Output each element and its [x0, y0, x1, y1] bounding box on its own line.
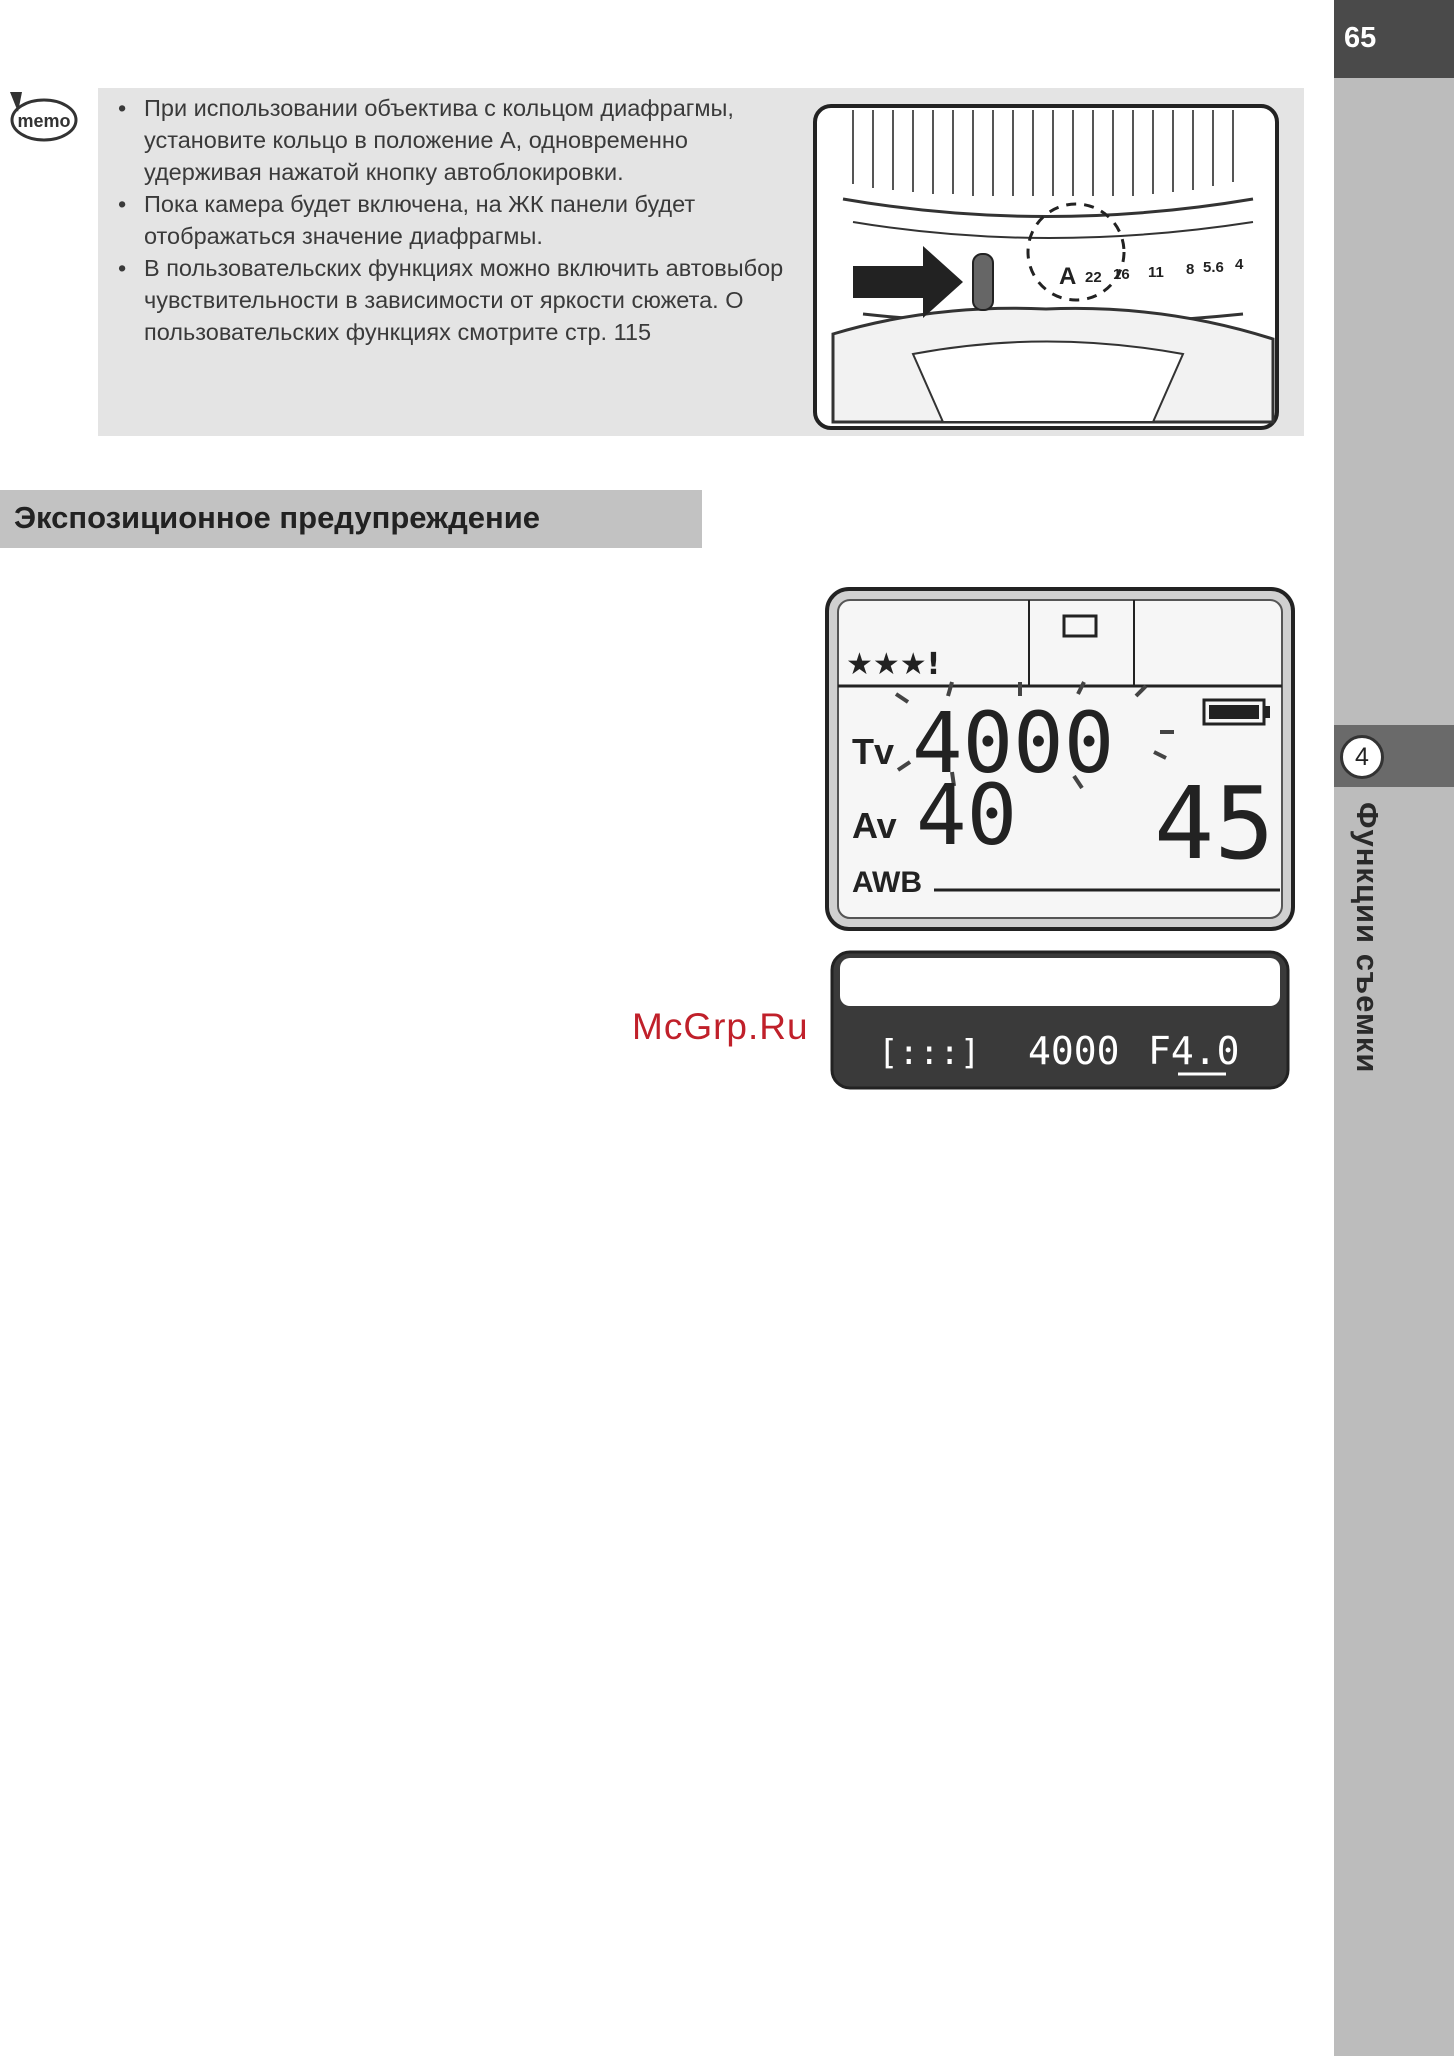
lcd-panel-illustration: [824, 586, 1296, 932]
chapter-title: Функции съемки: [1350, 802, 1385, 1074]
lcd-frames-remaining: 45: [1154, 765, 1275, 882]
lcd-stars: ★★★!: [846, 647, 941, 682]
lcd-wb: AWB: [852, 866, 922, 899]
page-number: 65: [1344, 22, 1377, 54]
lcd-av-label: Av: [852, 805, 897, 846]
viewfinder-shutter: 4000: [1028, 1029, 1120, 1073]
lens-aperture-ring-illustration: [813, 104, 1279, 430]
memo-icon-label: memo: [17, 111, 71, 131]
watermark: McGrp.Ru: [632, 1006, 809, 1047]
memo-list: [116, 92, 806, 348]
memo-bullet: • Пока камера будет включена, на ЖК панели будет отображаться значение диафрагмы.: [116, 188, 806, 252]
memo-icon: [4, 86, 80, 146]
lcd-tv-label: Tv: [852, 731, 895, 772]
aperture-value: 5.6: [1203, 259, 1224, 276]
aperture-value: 4: [1235, 256, 1244, 273]
lcd-aperture: 40: [916, 766, 1018, 864]
viewfinder-display-illustration: [830, 950, 1290, 1090]
viewfinder-aperture: F4.0: [1148, 1029, 1240, 1073]
memo-bullet: • При использовании объектива с кольцом диафрагмы, установите кольцо в положение A, одновременно удерживая нажатой кнопку автоблокировки.: [116, 92, 806, 188]
aperture-value: 16: [1113, 266, 1130, 283]
aperture-value: 22: [1085, 269, 1102, 286]
memo-bullet: • В пользовательских функциях можно включить автовыбор чувствительности в зависимости от яркости сюжета. О пользовательских функциях смотрите стр. 115: [116, 252, 806, 348]
aperture-value: 8: [1186, 261, 1195, 278]
chapter-number: 4: [1340, 735, 1384, 779]
viewfinder-af-frame: [:::]: [878, 1033, 981, 1073]
lcd-shutter-speed: 4000: [912, 694, 1115, 792]
aperture-mode-a: A: [1059, 263, 1077, 290]
aperture-value: 11: [1148, 264, 1164, 281]
section-heading-bar: [0, 490, 702, 548]
section-heading: Экспозиционное предупреждение: [14, 500, 541, 535]
